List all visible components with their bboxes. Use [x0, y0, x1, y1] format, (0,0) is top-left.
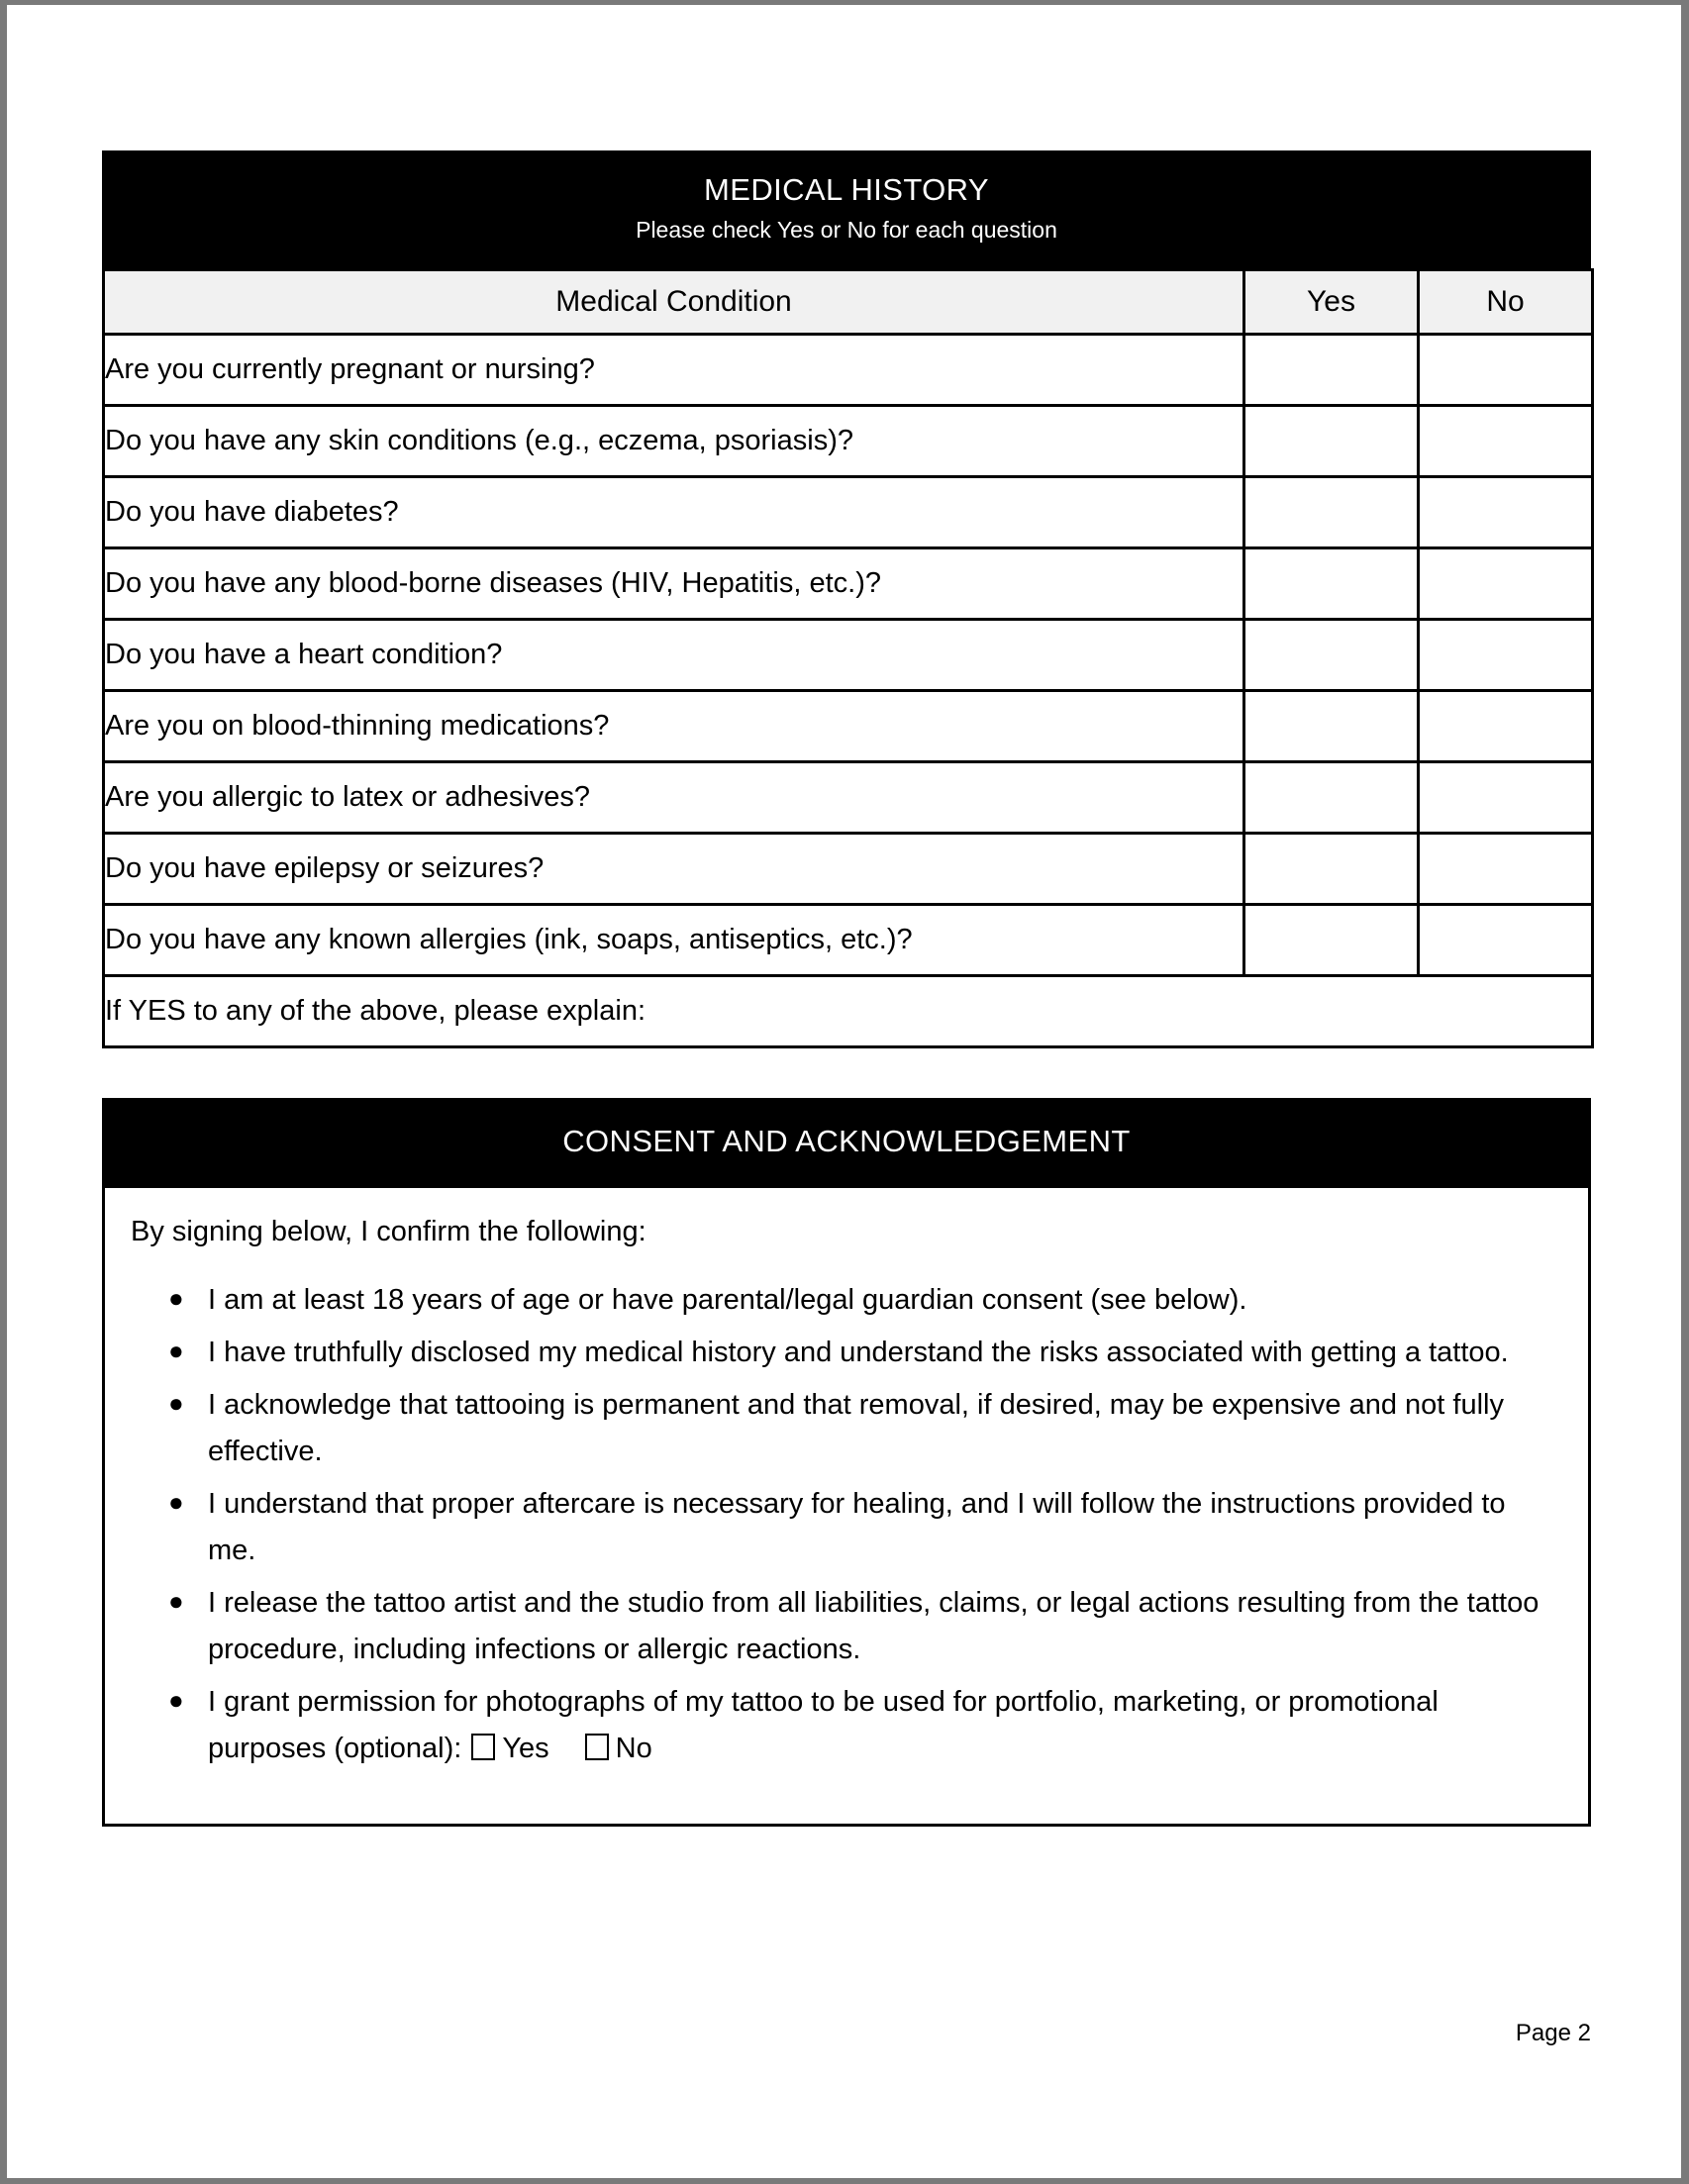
yes-checkbox-cell[interactable]: [1244, 477, 1419, 548]
medical-history-subtitle: Please check Yes or No for each question: [636, 216, 1057, 243]
explain-row[interactable]: [104, 976, 1593, 1047]
list-item-text: I understand that proper aftercare is necessary for healing, and I will follow the instructions provided to me.: [208, 1488, 1506, 1567]
no-checkbox-cell[interactable]: [1419, 834, 1593, 905]
question-label: Do you have a heart condition?: [104, 620, 1244, 691]
page-footer: Page 2: [1515, 2020, 1591, 2046]
question-label: Are you allergic to latex or adhesives?: [104, 762, 1244, 834]
yes-checkbox-cell[interactable]: [1244, 406, 1419, 477]
question-label: Do you have any skin conditions (e.g., eczema, psoriasis)?: [104, 406, 1244, 477]
question-label: Do you have any blood-borne diseases (HIV, Hepatitis, etc.)?: [104, 548, 1244, 620]
column-header-condition: Medical Condition: [104, 270, 1244, 335]
list-item: [131, 1481, 1554, 1574]
list-item-photo-permission: [131, 1679, 1554, 1772]
section-spacer: [102, 1048, 1591, 1098]
list-item-text: I am at least 18 years of age or have parental/legal guardian consent (see below).: [208, 1284, 1247, 1317]
table-row: [104, 406, 1593, 477]
no-checkbox-cell[interactable]: [1419, 691, 1593, 762]
consent-title: CONSENT AND ACKNOWLEDGEMENT: [562, 1124, 1131, 1159]
list-item: [131, 1382, 1554, 1475]
no-checkbox-cell[interactable]: [1419, 762, 1593, 834]
photo-permission-no-checkbox[interactable]: [585, 1734, 609, 1760]
photo-permission-no-label: No: [615, 1733, 652, 1764]
question-label: Do you have any known allergies (ink, soaps, antiseptics, etc.)?: [104, 905, 1244, 976]
table-row: [104, 762, 1593, 834]
page-content: [102, 150, 1591, 1827]
bullet-icon: ●: [168, 1283, 184, 1314]
list-item: [131, 1330, 1554, 1376]
medical-history-title: MEDICAL HISTORY: [704, 172, 989, 207]
yes-checkbox-cell[interactable]: [1244, 620, 1419, 691]
photo-permission-yes-checkbox[interactable]: [471, 1734, 495, 1760]
no-checkbox-cell[interactable]: [1419, 548, 1593, 620]
column-header-no: No: [1419, 270, 1593, 335]
yes-checkbox-cell[interactable]: [1244, 762, 1419, 834]
photo-permission-text: I grant permission for photographs of my tattoo to be used for portfolio, marketing, or promotional purposes (optional):: [208, 1686, 1439, 1764]
table-row: [104, 620, 1593, 691]
yes-checkbox-cell[interactable]: [1244, 905, 1419, 976]
bullet-icon: ●: [168, 1685, 184, 1716]
no-checkbox-cell[interactable]: [1419, 905, 1593, 976]
list-item: [131, 1580, 1554, 1673]
list-item-text: I release the tattoo artist and the studio from all liabilities, claims, or legal actions resulting from the tattoo procedure, including infections or allergic reactions.: [208, 1587, 1540, 1666]
yes-checkbox-cell[interactable]: [1244, 834, 1419, 905]
table-row: [104, 691, 1593, 762]
no-checkbox-cell[interactable]: [1419, 406, 1593, 477]
bullet-icon: ●: [168, 1487, 184, 1518]
question-label: Do you have diabetes?: [104, 477, 1244, 548]
consent-section: [102, 1098, 1591, 1827]
yes-checkbox-cell[interactable]: [1244, 548, 1419, 620]
table-row: [104, 477, 1593, 548]
question-label: Are you on blood-thinning medications?: [104, 691, 1244, 762]
list-item: [131, 1277, 1554, 1324]
medical-history-table: [102, 268, 1594, 1048]
yes-checkbox-cell[interactable]: [1244, 335, 1419, 406]
list-item-text: I have truthfully disclosed my medical history and understand the risks associated with getting a tattoo.: [208, 1337, 1509, 1369]
no-checkbox-cell[interactable]: [1419, 477, 1593, 548]
table-row: [104, 335, 1593, 406]
consent-intro-text: By signing below, I confirm the following:: [131, 1216, 646, 1248]
table-row: [104, 834, 1593, 905]
bullet-icon: ●: [168, 1586, 184, 1617]
bullet-icon: ●: [168, 1388, 184, 1419]
list-item-text: I acknowledge that tattooing is permanent and that removal, if desired, may be expensive and not fully effective.: [208, 1389, 1504, 1468]
question-label: Do you have epilepsy or seizures?: [104, 834, 1244, 905]
photo-permission-yes-label: Yes: [502, 1733, 549, 1764]
table-header-row: [104, 270, 1593, 335]
no-checkbox-cell[interactable]: [1419, 620, 1593, 691]
table-row: [104, 548, 1593, 620]
no-checkbox-cell[interactable]: [1419, 335, 1593, 406]
question-label: Are you currently pregnant or nursing?: [104, 335, 1244, 406]
medical-history-section: [102, 150, 1591, 1048]
consent-bullet-list: [131, 1277, 1554, 1772]
yes-checkbox-cell[interactable]: [1244, 691, 1419, 762]
consent-banner: [102, 1098, 1591, 1188]
explain-label: If YES to any of the above, please explain:: [104, 976, 1593, 1047]
medical-history-banner: [102, 150, 1591, 268]
table-row: [104, 905, 1593, 976]
bullet-icon: ●: [168, 1336, 184, 1366]
column-header-yes: Yes: [1244, 270, 1419, 335]
consent-body: [102, 1188, 1591, 1827]
